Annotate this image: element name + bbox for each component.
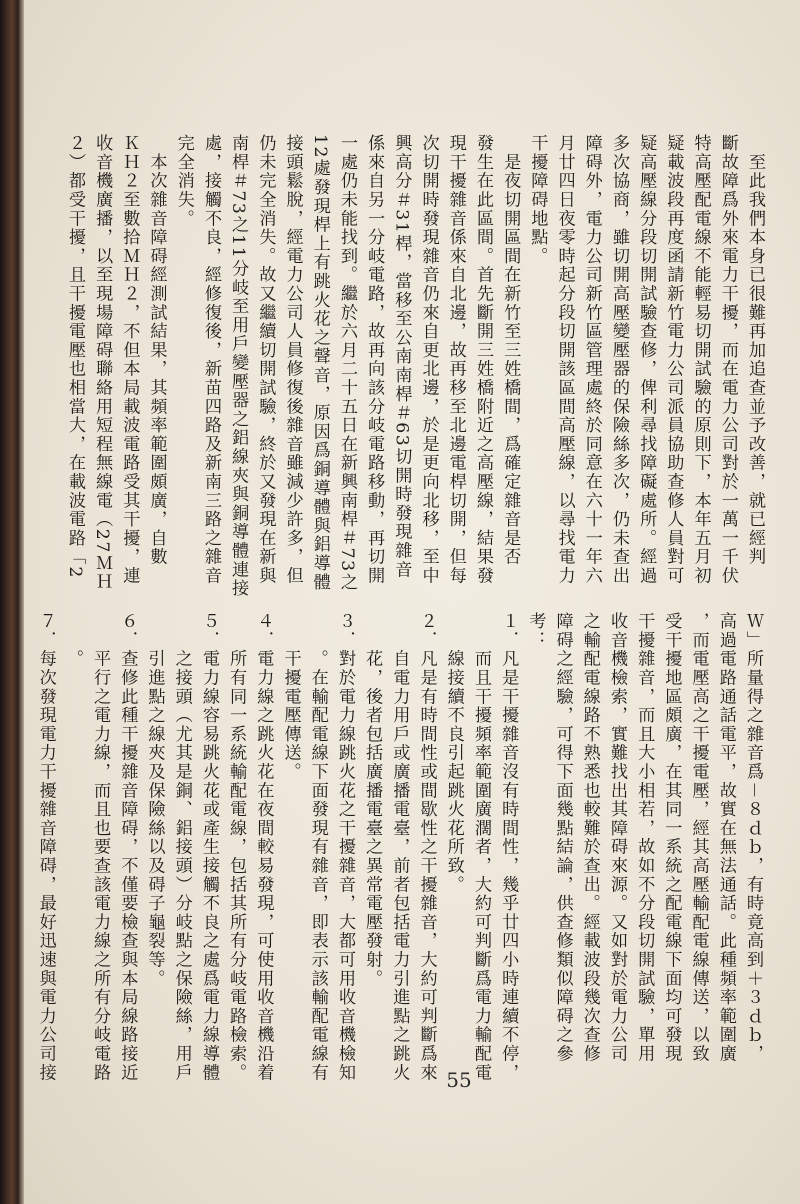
page-sheet bbox=[24, 0, 800, 1204]
right-text-column bbox=[64, 134, 768, 614]
left-line: １．凡是干擾雜音沒有時間性，幾乎廿四小時連續不停， bbox=[498, 612, 519, 1082]
right-line: 興高分＃31桿，當移至公南南桿＃63切開時發現雜音 bbox=[391, 134, 412, 579]
right-line: 一處仍未能找到。繼於六月二十五日在新興南桿＃73之 bbox=[336, 134, 357, 592]
right-line: 多次協商，雖切開高壓變壓器的保險絲多次，仍未查出 bbox=[608, 134, 629, 586]
right-line: 現干擾雜音係來自北邊，故再移至北邊電桿切開，但每 bbox=[445, 134, 466, 586]
left-line: 平行之電力線，而且也要查該電力線之所有分岐電路 bbox=[90, 612, 111, 1082]
right-line: 次切開時發現雜音仍來自更北邊，於是更向北移，至中 bbox=[418, 134, 439, 586]
left-line: ６．查修此種干擾雜音障碍，不僅要檢查與本局線路接近 bbox=[117, 612, 138, 1082]
right-line: 接頭鬆脫，經電力公司人員修復後雜音雖減少許多，但 bbox=[282, 134, 303, 586]
right-line: 是夜切開區間在新竹至三姓橋間，爲確定雜音是否 bbox=[500, 134, 521, 567]
right-line: 疑高壓線分段切開試驗查修，俾利尋找障礙處所。經過 bbox=[636, 134, 657, 586]
left-line: 線接續不良引起跳火花所致。 bbox=[443, 612, 464, 894]
right-line: 仍未完全消失。故又繼續切開試驗，終於又發現在新與 bbox=[255, 134, 276, 586]
right-line: 發生在此區間。首先斷開三姓橋附近之高壓線，結果發 bbox=[472, 134, 493, 586]
left-line: ４．電力線之跳火花在夜間較易發現，可使用收音機沿着 bbox=[253, 612, 274, 1082]
left-line: 收音機檢索，實難找出其障碍來源。又如對於電力公司 bbox=[606, 612, 627, 1064]
right-line: 特高壓配電線不能輕易切開試驗的原則下，本年五月初 bbox=[690, 134, 711, 586]
right-line: 疑載波段再度函請新竹電力公司派員協助查修人員對可 bbox=[663, 134, 684, 586]
right-line: 干擾障碍地點。 bbox=[527, 134, 548, 266]
left-line: 干擾雜音，而且大小相若，故如不分段切開試驗，單用 bbox=[634, 612, 655, 1064]
left-line: 所有同一系統輸配電線，包括其所有分岐電路檢索。 bbox=[226, 612, 247, 1082]
left-line: 自電力用戶或廣播電臺，前者包括電力引進點之跳火 bbox=[389, 612, 410, 1082]
left-line: 。 bbox=[62, 612, 83, 669]
right-line: 月廿四日夜零時起分段切開該區間高壓線，以尋找電力 bbox=[554, 134, 575, 586]
right-line: ２）都受干擾，且干擾電壓也相當大，在載波電路「2 bbox=[64, 134, 85, 579]
right-line: 至此我們本身已很難再加追查並予改善，就已經判 bbox=[745, 134, 765, 567]
right-line: 係來自另一分岐電路，故再向該分岐電路移動，再切開 bbox=[364, 134, 385, 586]
left-line: 考： bbox=[525, 612, 546, 650]
left-line: ５．電力線容易跳火花或產生接觸不良之處爲電力線導體 bbox=[198, 612, 219, 1082]
left-line: 之接頭（尤其是銅、鋁接頭）分岐點之保險絲，用戶 bbox=[171, 612, 192, 1082]
left-line: ７．每次發現電力干擾雜音障碍，最好迅速與電力公司接 bbox=[35, 612, 56, 1082]
left-line: 而且干擾頻率範圍廣濶者，大約可判斷爲電力輸配電 bbox=[470, 612, 491, 1082]
left-line: 之輸配電線路不熟悉也較難於查出。經載波段幾次查修 bbox=[579, 612, 600, 1064]
book-binding bbox=[0, 0, 24, 1204]
left-line: 。在輸配電線下面發現有雜音，即表示該輸配電線有 bbox=[307, 612, 328, 1082]
left-line: ２．凡是有時間性或間歇性之干擾雜音，大約可判斷爲來 bbox=[416, 612, 437, 1082]
right-line: 12處發現桿上有跳火花之聲音，原因爲銅導體與鋁導體 bbox=[309, 134, 330, 592]
left-line: 干擾電壓傳送。 bbox=[280, 612, 301, 782]
left-line: Ｗ」所量得之雜音爲－８ｄｂ，有時竟高到＋３ｄｂ， bbox=[743, 612, 763, 1064]
right-line: 完全消失。 bbox=[173, 134, 194, 228]
page-number: 55 bbox=[446, 1068, 472, 1092]
left-line: 引進點之線夾及保險絲以及碍子龜裂等。 bbox=[144, 612, 165, 988]
right-line: 南桿＃73之11分岐至用戶變壓器之鋁線夾與銅導體連接 bbox=[228, 134, 249, 598]
left-line: 障碍之經驗，可得下面幾點結論，供查修類似障碍之參 bbox=[552, 612, 573, 1064]
right-line: 本次雜音障碍經測試結果，其頻率範圍頗廣，自數 bbox=[146, 134, 167, 567]
right-line: 斷故障爲外來電力干擾，而在電力公司對於一萬一千伏 bbox=[717, 134, 738, 586]
left-line: 花，後者包括廣播電臺之異常電壓發射。 bbox=[362, 612, 383, 988]
right-line: ＫＨ２至數拾ＭＨ２，不但本局載波電路受其干擾，連 bbox=[119, 134, 140, 586]
left-line: 受干擾地區頗廣，在其同一系統之配電線下面均可發現 bbox=[661, 612, 682, 1064]
left-line: ３．對於電力線跳火花之干擾雜音，大都可用收音機檢知 bbox=[334, 612, 355, 1082]
right-line: 處，接觸不良，經修復後，新苗四路及新南三路之雜音 bbox=[200, 134, 221, 586]
right-line: 收音機廣播，以至現場障碍聯絡用短程無線電（27ＭＨ bbox=[92, 134, 113, 592]
right-line: 障碍外，電力公司新竹區管理處終於同意在六十一年六 bbox=[581, 134, 602, 586]
left-line: 高過電路通話電平，故實在無法通話。此種頻率範圍廣 bbox=[715, 612, 736, 1064]
left-line: ，而電壓高之干擾電壓，經其高壓輸配電線傳送，以致 bbox=[688, 612, 709, 1064]
